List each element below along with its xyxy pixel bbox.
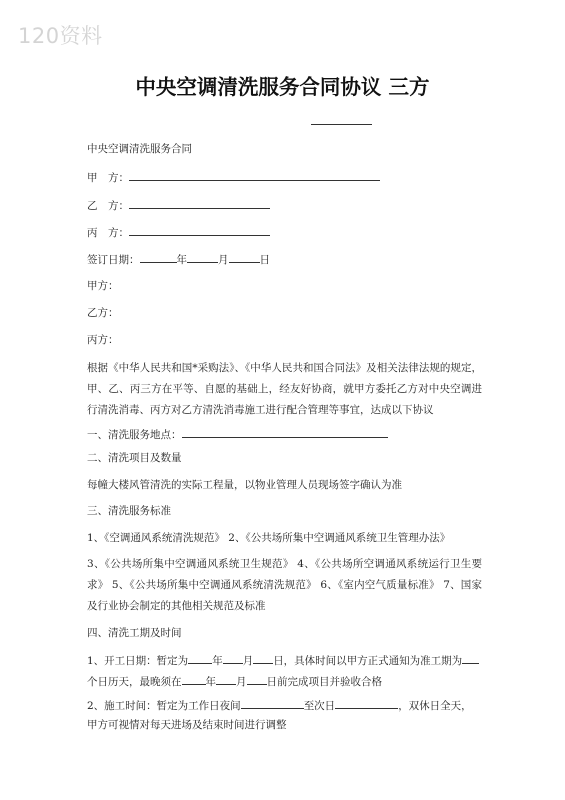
work-time-line-2: 甲方可视情对每天进场及结束时间进行调整	[87, 719, 287, 731]
night-end-blank	[335, 698, 398, 709]
work-time-text-c: ，双休日全天，	[398, 700, 472, 712]
month-blank	[187, 252, 218, 263]
start-date-text-e: 个日历天，最晚须在	[87, 676, 182, 688]
start-date-text-b: 年	[212, 655, 223, 667]
section-3-title: 三、清洗服务标准	[87, 505, 171, 517]
standards-paragraph: 3、《公共场所集中空调通风系统卫生规范》 4、《公共场所空调通风系统运行卫生要求》 5、《公共场所集中空调通风系统清洗规范》 6、《室内空气质量标准》 7、国家及行业协会制定的其他相关规范及标准	[87, 558, 482, 612]
service-location-label: 一、清洗服务地点：	[87, 429, 182, 441]
service-location-blank	[182, 427, 388, 438]
start-month-blank	[223, 653, 243, 664]
section-4-title: 四、清洗工期及时间	[87, 627, 182, 639]
party-a-label: 甲 方：	[87, 172, 129, 184]
party-b-blank	[129, 198, 270, 209]
duration-blank	[462, 653, 479, 664]
night-start-blank	[241, 698, 304, 709]
start-date-text-f: 年	[205, 676, 216, 688]
page-title: 中央空调清洗服务合同协议 三方	[135, 75, 430, 99]
contract-number-line	[311, 124, 372, 125]
work-time-text-a: 2、施工时间：暂定为工作日夜间	[87, 700, 241, 712]
day-blank	[229, 252, 260, 263]
contract-subtitle: 中央空调清洗服务合同	[87, 143, 192, 155]
sign-date-row	[87, 252, 270, 267]
start-date-text-a: 1、开工日期：暂定为	[87, 655, 189, 667]
start-date-line-1	[87, 653, 479, 668]
start-date-text-d: 日，具体时间以甲方正式通知为准工期为	[273, 655, 463, 667]
end-month-blank	[216, 674, 236, 685]
end-year-blank	[182, 674, 206, 685]
section-2-title: 二、清洗项目及数量	[87, 452, 182, 464]
end-day-blank	[247, 674, 267, 685]
work-time-text-b: 至次日	[303, 700, 336, 712]
party-a-blank	[129, 170, 380, 181]
month-label: 月	[218, 254, 229, 266]
party-b-signature: 乙方：	[87, 307, 119, 319]
preamble-paragraph: 根据《中华人民共和国*采购法》、《中华人民共和国合同法》及相关法律法规的规定，甲、乙、丙三方在平等、自愿的基础上，经友好协商，就甲方委托乙方对中央空调进行清洗消毒、丙方对乙方清洗消毒施工进行配合管理等事宜，达成以下协议	[87, 362, 482, 416]
start-year-blank	[188, 653, 212, 664]
party-c-blank	[129, 225, 270, 236]
service-location-row	[87, 427, 388, 442]
year-label: 年	[176, 254, 187, 266]
year-blank	[140, 252, 177, 263]
start-date-text-g: 月	[236, 676, 247, 688]
start-date-line-2	[87, 674, 382, 689]
party-a-signature: 甲方：	[87, 280, 119, 292]
party-c-signature: 丙方：	[87, 334, 119, 346]
sign-date-label: 签订日期：	[87, 254, 140, 266]
day-label: 日	[259, 254, 270, 266]
party-c-row	[87, 225, 270, 240]
party-a-row	[87, 170, 380, 185]
section-2-text: 每幢大楼风管清洗的实际工程量，以物业管理人员现场签字确认为准	[87, 479, 402, 491]
start-day-blank	[253, 653, 273, 664]
party-b-row	[87, 198, 270, 213]
start-date-text-c: 月	[242, 655, 254, 667]
watermark: 120资料	[18, 24, 103, 48]
party-b-label: 乙 方：	[87, 200, 129, 212]
work-time-line-1	[87, 698, 472, 713]
party-c-label: 丙 方：	[87, 227, 129, 239]
standards-line-1: 1、《空调通风系统清洗规范》 2、《公共场所集中空调通风系统卫生管理办法》	[87, 532, 451, 544]
start-date-text-h: 日前完成项目并验收合格	[266, 676, 382, 688]
